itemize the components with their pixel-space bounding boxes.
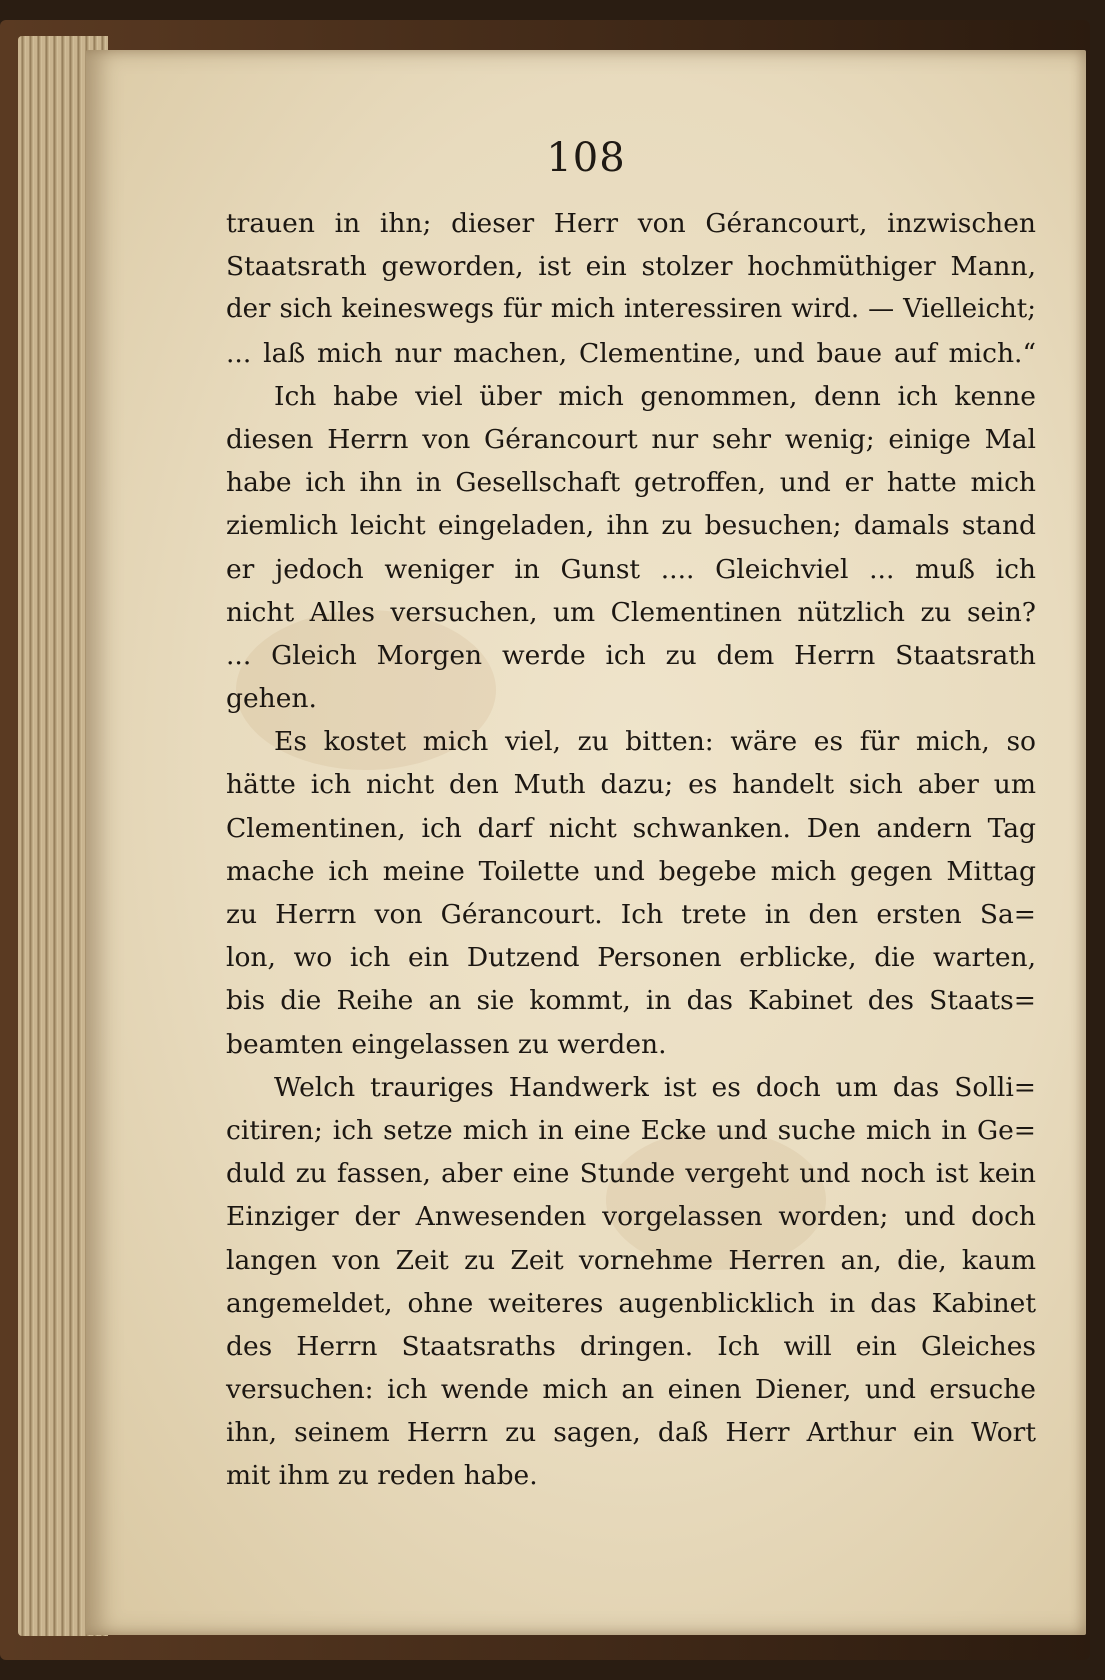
text-line: beamten eingelassen zu werden. [226, 1028, 667, 1060]
page-text [226, 202, 1036, 1498]
text-line: mache ich meine Toilette und begebe mich gegen Mittag [226, 855, 1036, 887]
text-line: ihn, seinem Herrn zu sagen, daß Herr Arthur ein Wort [226, 1417, 1036, 1449]
text-line: er jedoch weniger in Gunst .... Gleichviel ... muß ich [226, 553, 1036, 585]
text-line: Es kostet mich viel, zu bitten: wäre es für mich, so [274, 726, 1036, 758]
text-line: bis die Reihe an sie kommt, in das Kabinet des Staats= [226, 985, 1036, 1017]
text-line: ... Gleich Morgen werde ich zu dem Herrn Staatsrath [226, 639, 1036, 671]
text-line: zu Herrn von Gérancourt. Ich trete in den ersten Sa= [226, 899, 1036, 930]
text-line: lon, wo ich ein Dutzend Personen erblicke, die warten, [226, 942, 1036, 974]
text-line: Staatsrath geworden, ist ein stolzer hochmüthiger Mann, [226, 251, 1036, 283]
text-line: nicht Alles versuchen, um Clementinen nützlich zu sein? [226, 596, 1036, 628]
text-line: Ich habe viel über mich genommen, denn ich kenne [274, 380, 1036, 412]
text-line: citiren; ich setze mich in eine Ecke und suche mich in Ge= [226, 1114, 1036, 1146]
text-line: versuchen: ich wende mich an einen Diener, und ersuche [226, 1374, 1036, 1406]
text-line: Einziger der Anwesenden vorgelassen worden; und doch [226, 1201, 1036, 1233]
text-line: langen von Zeit zu Zeit vornehme Herren an, die, kaum [226, 1244, 1036, 1276]
text-line: Welch trauriges Handwerk ist es doch um das Solli= [274, 1071, 1036, 1103]
text-line: ... laß mich nur machen, Clementine, und baue auf mich.“ [226, 337, 1036, 369]
text-line: duld zu fassen, aber eine Stunde vergeht und noch ist kein [226, 1158, 1036, 1190]
text-line: trauen in ihn; dieser Herr von Gérancourt, inzwischen [226, 208, 1036, 239]
text-line: ziemlich leicht eingeladen, ihn zu besuchen; damals stand [226, 510, 1036, 542]
text-line: des Herrn Staatsraths dringen. Ich will ein Gleiches [226, 1330, 1036, 1362]
text-line: mit ihm zu reden habe. [226, 1460, 538, 1492]
text-line: habe ich ihn in Gesellschaft getroffen, und er hatte mich [226, 467, 1036, 499]
text-line: diesen Herrn von Gérancourt nur sehr wenig; einige Mal [226, 423, 1036, 455]
text-line: gehen. [226, 683, 317, 715]
text-line: angemeldet, ohne weiteres augenblicklich in das Kabinet [226, 1287, 1036, 1319]
text-line: hätte ich nicht den Muth dazu; es handelt sich aber um [226, 769, 1036, 801]
book-page [86, 50, 1086, 1635]
text-line: der sich keineswegs für mich interessiren wird. — Vielleicht; [226, 294, 1036, 325]
page-number: 108 [546, 135, 626, 181]
text-line: Clementinen, ich darf nicht schwanken. Den andern Tag [226, 812, 1036, 844]
